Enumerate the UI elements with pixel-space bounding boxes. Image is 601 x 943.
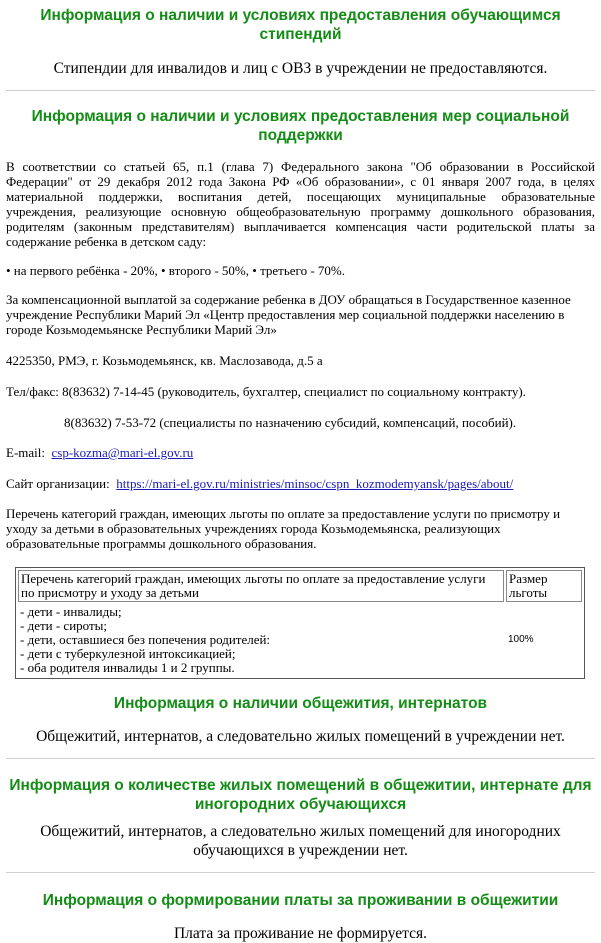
email-label: E-mail:	[6, 445, 45, 460]
address: 4225350, РМЭ, г. Козьмодемьянск, кв. Маслозавода, д.5 а	[6, 353, 323, 368]
site-label: Сайт организации:	[6, 476, 110, 491]
site-link[interactable]: https://mari-el.gov.ru/ministries/minsoc/cspn_kozmodemyansk/pages/about/	[116, 476, 514, 491]
housing-text: Общежитий, интернатов, а следовательно жилых помещений для иногородних обучающихся в учреждении нет.	[40, 823, 561, 859]
list-item: - дети с туберкулезной интоксикацией;	[20, 646, 236, 661]
categories-cell	[18, 604, 504, 676]
header-amount: Размер льготы	[506, 570, 582, 602]
dormitory-text: Общежитий, интернатов, а следовательно жилых помещений в учреждении нет.	[36, 728, 565, 745]
phone-fax: Тел/факс: 8(83632) 7-14-45 (руководитель, бухгалтер, специалист по социальному контракту).	[6, 384, 526, 399]
section-title-social-support: Информация о наличии и условиях предоставления мер социальной поддержки	[31, 108, 570, 144]
fees-text: Плата за проживание не формируется.	[173, 925, 428, 942]
categories-intro: Перечень категорий граждан, имеющих льготы по оплате за предоставление услуги по присмотру и уходу за детьми в образовательных учреждениях города Козьмодемьянска, реализующих образовательные программы дошкольного образования.	[6, 506, 561, 551]
list-item: - дети - инвалиды;	[20, 604, 122, 619]
site-line	[6, 476, 595, 491]
list-item: - дети - сироты;	[20, 618, 108, 633]
list-item: - оба родителя инвалиды 1 и 2 группы.	[20, 660, 235, 675]
section-title-fees: Информация о формировании платы за проживании в общежитии	[42, 892, 559, 909]
header-categories: Перечень категорий граждан, имеющих льготы по оплате за предоставление услуги по присмотру и уходу за детьми	[18, 570, 504, 602]
table-header-row	[18, 570, 582, 602]
benefits-table	[15, 567, 585, 679]
benefit-amount: 100%	[508, 634, 534, 645]
compensation-info: За компенсационной выплатой за содержание ребенка в ДОУ обращаться в Государственное казенное учреждение Республики Марий Эл «Центр предоставления мер социальной поддержки населению в городе Козьмодемьянске Республики Марий Эл»	[6, 292, 571, 337]
email-link[interactable]: csp-kozma@mari-el.gov.ru	[51, 445, 194, 460]
phone-secondary: 8(83632) 7-53-72 (специалисты по назначению субсидий, компенсаций, пособий).	[64, 415, 517, 430]
social-support-intro: В соответствии со статьей 65, п.1 (глава 7) Федерального закона "Об образовании в Российской Федерации" от 29 декабря 2012 года Закона РФ «Об образовании», с 01 января 2007 года, в целях материальной поддержки, воспитания детей, посещающих муниципальные образовательные учреждения, реализующие основную общеобразовательную программу дошкольного образования, родителям (законным представителям) выплачивается компенсация части родительской платы за содержание ребенка в детском саду:	[6, 159, 595, 249]
section-title-housing: Информация о количестве жилых помещений в общежитии, интернате для иногородних обучающихся	[9, 777, 592, 813]
compensation-rates: • на первого ребёнка - 20%, • второго - 50%, • третьего - 70%.	[6, 263, 345, 278]
social-support-content	[6, 159, 595, 551]
divider	[6, 872, 595, 873]
section-title-dormitory: Информация о наличии общежития, интернатов	[113, 695, 488, 712]
divider	[6, 90, 595, 91]
divider	[6, 758, 595, 759]
table-row	[18, 604, 582, 676]
email-line	[6, 445, 595, 460]
stipends-text: Стипендии для инвалидов и лиц с ОВЗ в учреждении не предоставляются.	[53, 60, 548, 77]
section-title-stipends: Информация о наличии и условиях предоставления обучающимся стипендий	[40, 7, 561, 43]
list-item: - дети, оставшиеся без попечения родителей:	[20, 632, 271, 647]
